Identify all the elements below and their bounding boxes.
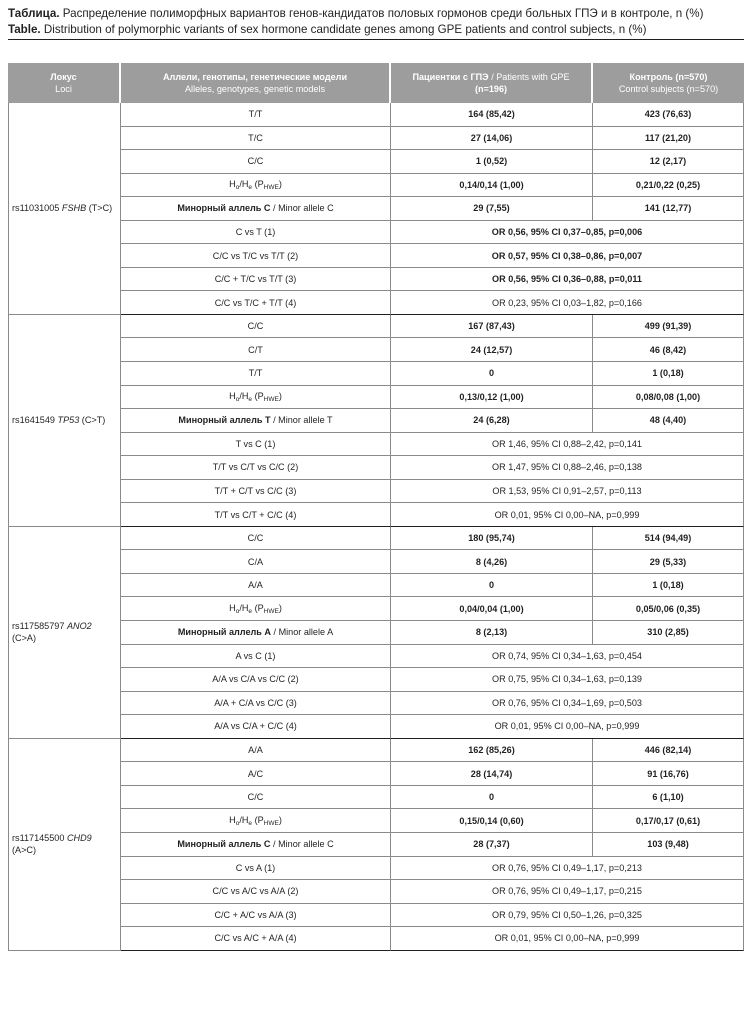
hwe-label-part: HWE <box>263 607 279 615</box>
model-result: OR 0,79, 95% CI 0,50–1,26, p=0,325 <box>391 904 744 928</box>
locus-cell <box>8 527 121 739</box>
locus-id: rs117585797 <box>12 621 65 632</box>
minor-allele-en: / Minor allele T <box>270 415 333 426</box>
model-label: C vs T (1) <box>121 221 391 245</box>
hwe-label-part: ) <box>278 602 282 613</box>
control-value: 1 (0,18) <box>593 362 744 386</box>
genotype-label: C/C <box>121 786 391 810</box>
patients-value: 162 (85,26) <box>391 739 593 763</box>
header-loci-en: Loci <box>55 84 72 94</box>
genotype-label: C/T <box>121 338 391 362</box>
hwe-label-part: H <box>229 814 236 825</box>
patients-value: 167 (87,43) <box>391 315 593 339</box>
patients-value: 24 (12,57) <box>391 338 593 362</box>
model-result: OR 0,75, 95% CI 0,34–1,63, p=0,139 <box>391 668 744 692</box>
model-result: OR 0,23, 95% CI 0,03–1,82, p=0,166 <box>391 291 744 315</box>
genotype-label: A/A <box>121 574 391 598</box>
genotype-label <box>121 174 391 198</box>
variant-notation: (A>C) <box>12 845 36 856</box>
model-label: A/A + C/A vs C/C (3) <box>121 692 391 716</box>
minor-allele-ru: Минорный аллель A <box>177 627 271 638</box>
gene-name: CHD9 <box>66 833 92 844</box>
control-value: 12 (2,17) <box>593 150 744 174</box>
table-row <box>8 527 744 551</box>
genotype-label: A/C <box>121 762 391 786</box>
hwe-label-part: HWE <box>263 819 279 827</box>
header-loci-ru: Локус <box>50 72 77 82</box>
caption-ru-text: Распределение полиморфных вариантов генов-кандидатов половых гормонов среди больных ГПЭ и в контроле, n (%) <box>62 7 704 20</box>
patients-value: 0 <box>391 362 593 386</box>
genotype-label: T/T <box>121 103 391 127</box>
model-label: C/C + T/C vs T/T (3) <box>121 268 391 292</box>
model-label: T/T vs C/T + C/C (4) <box>121 503 391 527</box>
patients-value: 180 (95,74) <box>391 527 593 551</box>
hwe-label-part: /H <box>239 178 249 189</box>
model-result: OR 0,01, 95% CI 0,00–NA, p=0,999 <box>391 715 744 739</box>
model-result: OR 0,76, 95% CI 0,34–1,69, p=0,503 <box>391 692 744 716</box>
patients-value: 24 (6,28) <box>391 409 593 433</box>
patients-value: 0,04/0,04 (1,00) <box>391 597 593 621</box>
variant-notation: (C>T) <box>81 415 106 426</box>
hwe-label-part: ) <box>278 814 282 825</box>
variant-notation: (T>C) <box>88 203 113 214</box>
control-value: 29 (5,33) <box>593 550 744 574</box>
table-row <box>8 315 744 339</box>
hwe-label-part: ) <box>278 178 282 189</box>
patients-value: 0,15/0,14 (0,60) <box>391 809 593 833</box>
model-label: C/C vs T/C + T/T (4) <box>121 291 391 315</box>
hwe-label-part: /H <box>239 814 249 825</box>
model-label: C/C vs T/C vs T/T (2) <box>121 244 391 268</box>
genotype-label <box>121 809 391 833</box>
hwe-label-part: ) <box>278 390 282 401</box>
locus-id: rs1641549 <box>12 415 55 426</box>
header-alleles-en: Alleles, genotypes, genetic models <box>184 84 326 94</box>
caption-ru <box>8 7 744 20</box>
hwe-label-part: /H <box>239 390 249 401</box>
locus-cell <box>8 739 121 951</box>
model-result: OR 0,76, 95% CI 0,49–1,17, p=0,213 <box>391 857 744 881</box>
caption-rule <box>8 39 744 40</box>
header-alleles-ru: Аллели, генотипы, генетические модели <box>162 72 348 82</box>
control-value: 46 (8,42) <box>593 338 744 362</box>
genotype-label: T/T <box>121 362 391 386</box>
genotype-label <box>121 409 391 433</box>
header-patients <box>391 63 593 103</box>
control-value: 446 (82,14) <box>593 739 744 763</box>
model-result: OR 0,01, 95% CI 0,00–NA, p=0,999 <box>391 927 744 951</box>
patients-value: 0 <box>391 786 593 810</box>
hwe-label-part: (P <box>252 814 264 825</box>
model-result: OR 1,53, 95% CI 0,91–2,57, p=0,113 <box>391 480 744 504</box>
header-patients-ru: Пациентки с ГПЭ <box>412 72 489 82</box>
hwe-label-part: H <box>229 602 236 613</box>
caption-ru-label: Таблица. <box>8 7 60 20</box>
minor-allele-en: / Minor allele C <box>270 839 334 850</box>
patients-value: 1 (0,52) <box>391 150 593 174</box>
table-caption <box>0 0 752 36</box>
genotype-label: C/A <box>121 550 391 574</box>
gene-name: FSHB <box>61 203 87 214</box>
minor-allele-ru: Минорный аллель C <box>177 839 271 850</box>
header-patients-n: (n=196) <box>474 84 508 94</box>
hwe-label-part: /H <box>239 602 249 613</box>
control-value: 48 (4,40) <box>593 409 744 433</box>
control-value: 423 (76,63) <box>593 103 744 127</box>
header-control-ru: Контроль (n=570) <box>629 72 708 82</box>
genotype-label: C/C <box>121 150 391 174</box>
genotype-label: C/C <box>121 315 391 339</box>
model-label: A/A vs C/A + C/C (4) <box>121 715 391 739</box>
patients-value: 0 <box>391 574 593 598</box>
data-table <box>8 63 744 951</box>
model-result: OR 0,57, 95% CI 0,38–0,86, p=0,007 <box>391 244 744 268</box>
header-alleles <box>121 63 391 103</box>
control-value: 0,08/0,08 (1,00) <box>593 386 744 410</box>
genotype-label <box>121 597 391 621</box>
hwe-label-part: HWE <box>263 395 279 403</box>
model-label: C/C + A/C vs A/A (3) <box>121 904 391 928</box>
patients-value: 8 (2,13) <box>391 621 593 645</box>
caption-en <box>8 23 744 36</box>
hwe-label-part: e <box>248 819 253 827</box>
hwe-label-part: o <box>235 395 240 403</box>
gene-name: TP53 <box>57 415 80 426</box>
model-label: T vs C (1) <box>121 433 391 457</box>
hwe-label-part: e <box>248 183 253 191</box>
control-value: 0,21/0,22 (0,25) <box>593 174 744 198</box>
control-value: 499 (91,39) <box>593 315 744 339</box>
patients-value: 8 (4,26) <box>391 550 593 574</box>
locus-id: rs11031005 <box>12 203 60 214</box>
control-value: 91 (16,76) <box>593 762 744 786</box>
control-value: 141 (12,77) <box>593 197 744 221</box>
hwe-label-part: e <box>248 607 253 615</box>
model-label: C vs A (1) <box>121 857 391 881</box>
minor-allele-en: / Minor allele C <box>270 203 334 214</box>
gene-name: ANO2 <box>66 621 92 632</box>
control-value: 1 (0,18) <box>593 574 744 598</box>
hwe-label-part: HWE <box>263 183 279 191</box>
hwe-label-part: (P <box>252 178 264 189</box>
table-row <box>8 739 744 763</box>
hwe-label-part: o <box>235 607 240 615</box>
patients-value: 0,14/0,14 (1,00) <box>391 174 593 198</box>
model-result: OR 0,01, 95% CI 0,00–NA, p=0,999 <box>391 503 744 527</box>
header-control-en: Control subjects (n=570) <box>618 84 719 94</box>
header-control <box>593 63 744 103</box>
control-value: 0,05/0,06 (0,35) <box>593 597 744 621</box>
locus-cell <box>8 103 121 315</box>
control-value: 0,17/0,17 (0,61) <box>593 809 744 833</box>
hwe-label-part: e <box>248 395 253 403</box>
minor-allele-en: / Minor allele A <box>270 627 334 638</box>
genotype-label <box>121 621 391 645</box>
variant-notation: (C>A) <box>12 633 36 644</box>
genotype-label <box>121 833 391 857</box>
locus-cell <box>8 315 121 527</box>
model-label: C/C vs A/C vs A/A (2) <box>121 880 391 904</box>
hwe-label-part: o <box>235 183 240 191</box>
control-value: 6 (1,10) <box>593 786 744 810</box>
control-value: 117 (21,20) <box>593 127 744 151</box>
genotype-label <box>121 386 391 410</box>
control-value: 310 (2,85) <box>593 621 744 645</box>
table-body <box>8 103 744 951</box>
model-result: OR 0,56, 95% CI 0,37–0,85, p=0,006 <box>391 221 744 245</box>
model-result: OR 1,46, 95% CI 0,88–2,42, p=0,141 <box>391 433 744 457</box>
model-result: OR 0,74, 95% CI 0,34–1,63, p=0,454 <box>391 645 744 669</box>
header-patients-en: / Patients with GPE <box>491 72 570 82</box>
hwe-label-part: H <box>229 390 236 401</box>
patients-value: 0,13/0,12 (1,00) <box>391 386 593 410</box>
hwe-label-part: (P <box>252 602 264 613</box>
patients-value: 28 (14,74) <box>391 762 593 786</box>
patients-value: 29 (7,55) <box>391 197 593 221</box>
genotype-label: T/C <box>121 127 391 151</box>
model-label: C/C vs A/C + A/A (4) <box>121 927 391 951</box>
control-value: 514 (94,49) <box>593 527 744 551</box>
control-value: 103 (9,48) <box>593 833 744 857</box>
caption-en-label: Table. <box>8 23 41 36</box>
model-label: T/T + C/T vs C/C (3) <box>121 480 391 504</box>
hwe-label-part: o <box>235 819 240 827</box>
hwe-label-part: (P <box>252 390 264 401</box>
model-result: OR 0,76, 95% CI 0,49–1,17, p=0,215 <box>391 880 744 904</box>
header-loci <box>8 63 121 103</box>
model-label: T/T vs C/T vs C/C (2) <box>121 456 391 480</box>
model-result: OR 1,47, 95% CI 0,88–2,46, p=0,138 <box>391 456 744 480</box>
minor-allele-ru: Минорный аллель T <box>178 415 271 426</box>
model-result: OR 0,56, 95% CI 0,36–0,88, p=0,011 <box>391 268 744 292</box>
minor-allele-ru: Минорный аллель C <box>177 203 271 214</box>
locus-id: rs117145500 <box>12 833 65 844</box>
model-label: A vs C (1) <box>121 645 391 669</box>
patients-value: 27 (14,06) <box>391 127 593 151</box>
genotype-label: A/A <box>121 739 391 763</box>
genotype-label <box>121 197 391 221</box>
table-row <box>8 103 744 127</box>
genotype-label: C/C <box>121 527 391 551</box>
caption-en-text: Distribution of polymorphic variants of sex hormone candidate genes among GPE patients and control subjects, n (%) <box>43 23 647 36</box>
hwe-label-part: H <box>229 178 236 189</box>
table-header-row <box>8 63 744 103</box>
patients-value: 28 (7,37) <box>391 833 593 857</box>
patients-value: 164 (85,42) <box>391 103 593 127</box>
model-label: A/A vs C/A vs C/C (2) <box>121 668 391 692</box>
